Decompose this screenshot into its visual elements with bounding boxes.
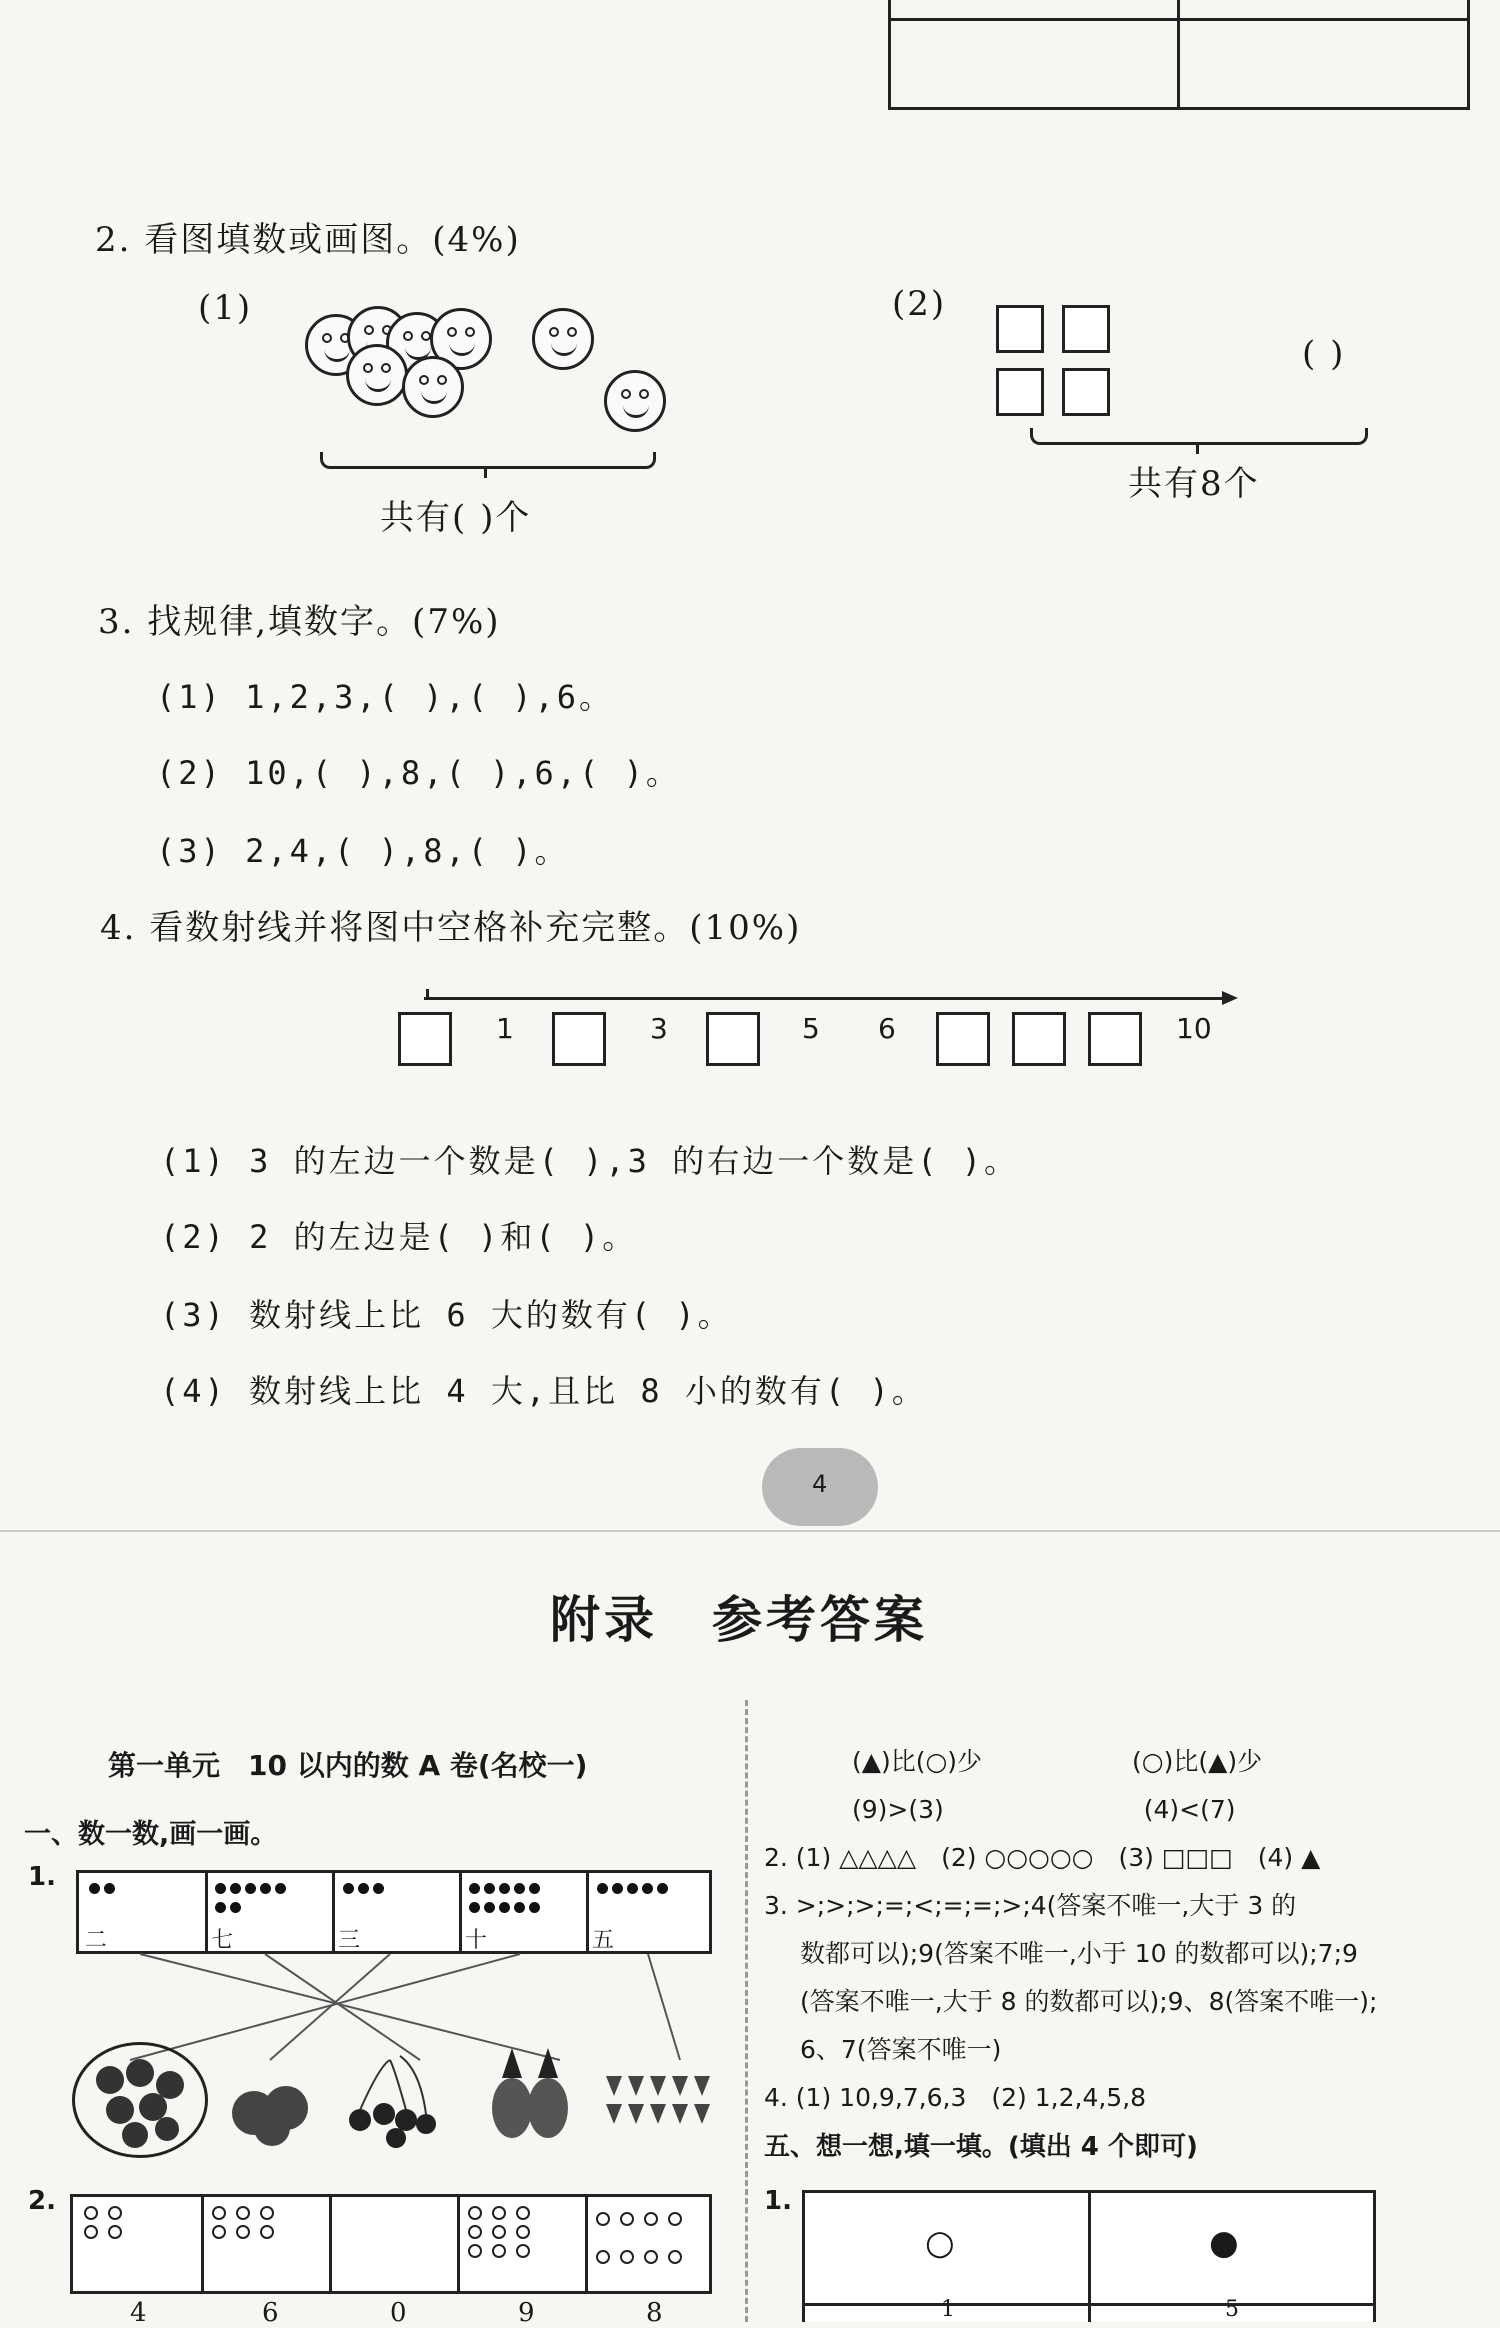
tick-label: 5 [802,1012,820,1045]
q3-line-2: (2) 10,( ),8,( ),6,( )。 [156,754,681,792]
q3-line-3: (3) 2,4,( ),8,( )。 [156,832,570,870]
answer-line: (9)>(3) (4)<(7) [852,1795,1236,1824]
page-edge [0,1530,1500,1532]
ray-blank-box [936,1012,990,1066]
brace-2 [1030,428,1368,445]
r-item-1-num: 1. [764,2186,792,2216]
item-1-num: 1. [28,1862,56,1892]
q3-line-1: (1) 1,2,3,( ),( ),6。 [156,678,615,716]
count-label: 十 [465,1928,488,1953]
page-number: 4 [812,1470,828,1498]
answer-line: (答案不唯一,大于 8 的数都可以);9、8(答案不唯一); [800,1987,1378,2016]
table-cell: 1 [941,2297,955,2322]
brace-1 [320,452,656,469]
q3-title: 3. 找规律,填数字。(7%) [98,602,501,642]
tick-label: 1 [496,1012,514,1045]
count-label: 二 [85,1928,108,1953]
q2-part2-label: (2) [892,284,947,324]
answer-line: (▲)比(○)少 (○)比(▲)少 [852,1747,1263,1776]
ray-blank-box [398,1012,452,1066]
apple-group-icon [72,2042,208,2158]
ring-count-value: 0 [390,2298,407,2328]
q4-line-3: (3) 数射线上比 6 大的数有( )。 [160,1296,733,1334]
answer-line: 3. >;>;>;=;<;=;=;>;4(答案不唯一,大于 3 的 [764,1891,1297,1920]
appendix-title: 附录 参考答案 [550,1591,928,1649]
shape-table [802,2190,1376,2322]
answer-line: 6、7(答案不唯一) [800,2035,1002,2064]
peach-group-icon [224,2068,324,2152]
ring-count-value: 4 [130,2298,147,2328]
ring-count-value: 9 [518,2298,535,2328]
answer-line: 数都可以);9(答案不唯一,小于 10 的数都可以);7;9 [800,1939,1358,1968]
count-label: 三 [338,1928,361,1953]
tick-label: 10 [1176,1012,1212,1045]
top-table-fragment [888,0,1470,110]
tick-label: 3 [650,1012,668,1045]
column-divider [745,1700,748,2322]
q4-title: 4. 看数射线并将图中空格补充完整。(10%) [100,908,802,948]
table-header-cell: ○ [925,2223,955,2263]
unit-title: 第一单元 10 以内的数 A 卷(名校一) [108,1749,588,1782]
answer-line: 4. (1) 10,9,7,6,3 (2) 1,2,4,5,8 [764,2083,1147,2112]
answer-line: 2. (1) △△△△ (2) ○○○○○ (3) □□□ (4) ▲ [764,1843,1321,1872]
ring-count-value: 8 [646,2298,663,2328]
section-1: 一、数一数,画一画。 [24,1819,278,1850]
ring-count-value: 6 [262,2298,279,2328]
q4-line-2: (2) 2 的左边是( )和( )。 [160,1218,638,1256]
ring-count-table [70,2194,712,2294]
q4-line-4: (4) 数射线上比 4 大,且比 8 小的数有( )。 [160,1372,927,1410]
section-5: 五、想一想,填一填。(填出 4 个即可) [764,2132,1198,2162]
ray-blank-box [1088,1012,1142,1066]
q2-title: 2. 看图填数或画图。(4%) [95,220,521,260]
ray-blank-box [706,1012,760,1066]
item-2-num: 2. [28,2186,56,2216]
ray-blank-box [552,1012,606,1066]
count-label: 五 [592,1928,615,1953]
q4-line-1: (1) 3 的左边一个数是( ),3 的右边一个数是( )。 [160,1142,1019,1180]
q2-part1-caption: 共有( )个 [380,498,532,538]
dot-count-table [76,1870,712,1954]
table-cell: 5 [1225,2297,1239,2322]
strawberry-group-icon [596,2066,716,2140]
cherry-group-icon [340,2050,450,2154]
q2-part2-blank: ( ) [1302,334,1346,374]
count-label: 七 [211,1928,234,1953]
table-header-cell: ● [1209,2223,1239,2263]
q2-part1-label: (1) [198,288,253,328]
pineapple-group-icon [486,2036,576,2150]
ray-blank-box [1012,1012,1066,1066]
tick-label: 6 [878,1012,896,1045]
q2-part2-caption: 共有8个 [1128,464,1260,504]
